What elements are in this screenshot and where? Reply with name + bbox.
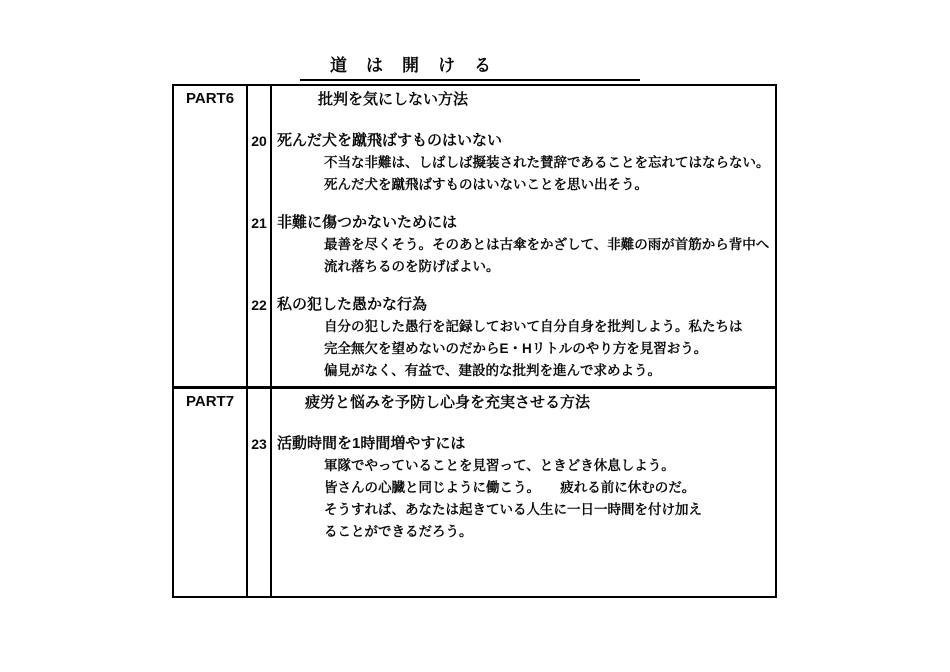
chapter-detail-line: 死んだ犬を蹴飛ばすものはいないことを思い出そう。 xyxy=(324,177,648,192)
chapter-number: 20 xyxy=(251,133,267,149)
chapter-item xyxy=(248,212,775,278)
document-title: 道 は 開 け る xyxy=(300,53,640,81)
chapter-number: 21 xyxy=(251,215,267,231)
chapter-item xyxy=(248,294,775,382)
chapter-item xyxy=(248,433,775,543)
section-content xyxy=(248,389,775,543)
chapter-number: 23 xyxy=(251,436,267,452)
chapter-detail-line: 不当な非難は、しばしば擬装された賛辞であることを忘れてはならない。 xyxy=(324,155,770,170)
chapter-detail-line: 軍隊でやっていることを見習って、ときどき休息しよう。 xyxy=(324,458,675,473)
part-label: PART7 xyxy=(185,393,235,410)
chapter-title: 非難に傷つかないためには xyxy=(277,214,458,231)
chapter-title: 私の犯した愚かな行為 xyxy=(277,296,428,313)
chapter-detail-line: 自分の犯した愚行を記録しておいて自分自身を批判しよう。私たちは xyxy=(324,319,743,334)
section-header: 批判を気にしない方法 xyxy=(318,91,469,108)
chapter-detail-line: そうすれば、あなたは起きている人生に一日一時間を付け加え xyxy=(324,502,702,517)
section-content xyxy=(248,86,775,382)
chapter-detail-line: 流れ落ちるのを防げばよい。 xyxy=(324,259,500,274)
chapter-detail-line: 完全無欠を望めないのだからE・Hリトルのやり方を見習おう。 xyxy=(324,341,708,356)
chapter-detail-line: 偏見がなく、有益で、建設的な批判を進んで求めよう。 xyxy=(324,363,661,378)
part-label: PART6 xyxy=(185,90,235,107)
summary-table xyxy=(172,84,777,598)
chapter-detail-line: ることができるだろう。 xyxy=(324,524,473,539)
chapter-title: 死んだ犬を蹴飛ばすものはいない xyxy=(277,132,503,149)
chapter-detail-line: 最善を尽くそう。そのあとは古傘をかざして、非難の雨が首筋から背中へ xyxy=(324,237,770,252)
section-part6 xyxy=(174,86,775,389)
chapter-detail-line: 皆さんの心臓と同じように働こう。 疲れる前に休むのだ。 xyxy=(324,480,696,495)
section-part7 xyxy=(174,389,775,593)
chapter-title: 活動時間を1時間増やすには xyxy=(277,435,466,452)
chapter-item xyxy=(248,130,775,196)
chapter-number: 22 xyxy=(251,297,267,313)
section-header: 疲労と悩みを予防し心身を充実させる方法 xyxy=(305,394,591,411)
